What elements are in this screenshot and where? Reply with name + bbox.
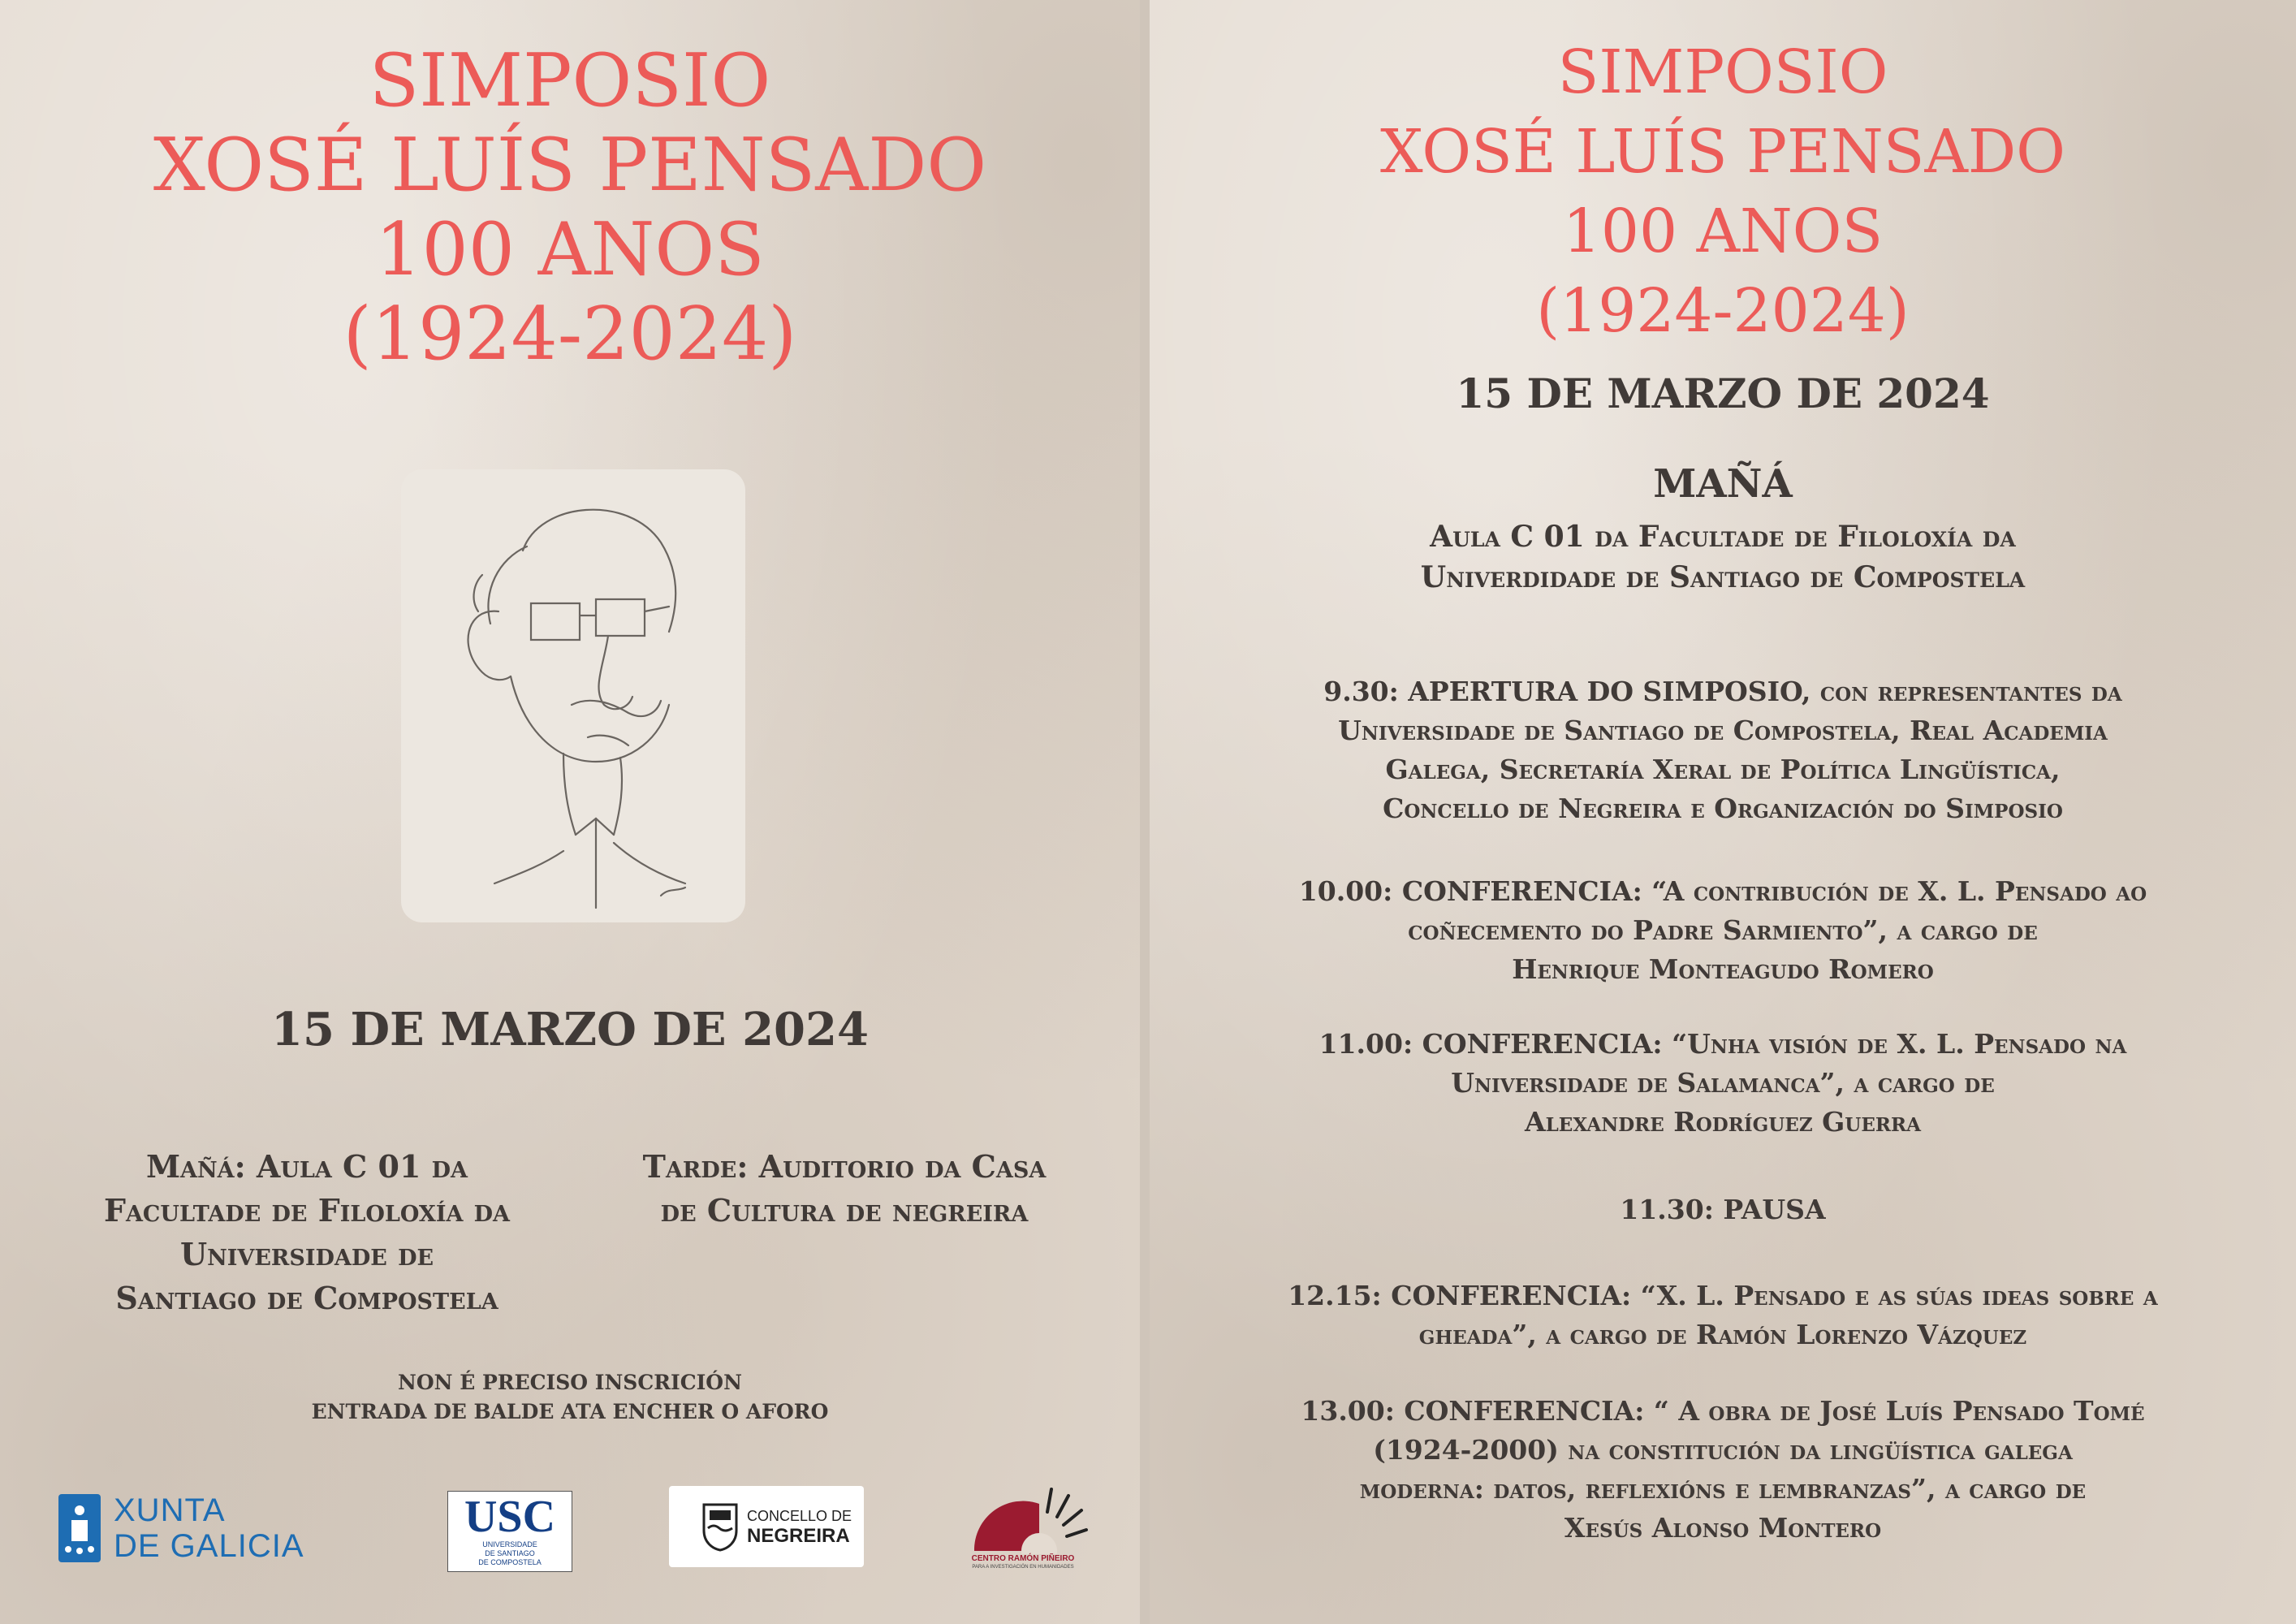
program-item [1150,1392,2296,1548]
program-line: Henrique Monteagudo Romero [1512,953,1934,985]
usc-logo [447,1491,572,1572]
program-line: 11.30: PAUSA [1620,1194,1826,1225]
program-line: moderna: datos, reflexións e lembranzas”, a cargo de [1359,1473,2087,1505]
caricature-portrait [401,469,745,922]
program-item [1150,872,2296,989]
program-line: 13.00: CONFERENCIA: “ A obra de José Luís Pensado Tomé [1301,1395,2145,1427]
session-heading: MAÑÁ [1653,461,1793,507]
program-line: Universidade de Santiago de Compostela, Real Academia [1338,715,2108,746]
crp-text [958,1554,1088,1570]
poster-right [1150,0,2296,1624]
usc-name [448,1540,572,1567]
program-item [1150,672,2296,828]
left-title-line-3: 100 ANOS [375,207,765,292]
program-line: Concello de Negreira e Organización do Simposio [1383,793,2063,824]
afternoon-line-2: de Cultura de negreira [660,1192,1029,1229]
negreira-logo [669,1486,864,1567]
usc-line-2: DE SANTIAGO [485,1549,535,1557]
crp-line-2: PARA A INVESTIGACIÓN EN HUMANIDADES [972,1565,1074,1570]
program-line: Galega, Secretaría Xeral de Política Lingüística, [1385,754,2061,785]
caricature-icon [401,469,745,922]
crp-logo [958,1479,1088,1575]
program-item [1150,1190,2296,1229]
right-title-line-2: XOSÉ LUÍS PENSADO [1380,117,2065,187]
negreira-line-2: NEGREIRA [747,1525,850,1547]
negreira-text [747,1507,852,1548]
right-title [1150,32,2296,351]
program-line: Universidade de Salamanca”, a cargo de [1451,1067,1995,1099]
usc-abbr: USC [464,1492,556,1542]
page-divider [1140,0,1150,1624]
program-line: (1924-2000) na constitución da lingüística galega [1373,1434,2073,1466]
morning-line-2: Facultade de Filoloxía da [103,1192,511,1229]
xunta-logo [57,1491,317,1566]
morning-location [96,1145,518,1320]
poster-left [0,0,1140,1624]
xunta-text [114,1492,304,1564]
afternoon-line-1: Tarde: Auditorio da Casa [642,1148,1047,1185]
usc-line-3: DE COMPOSTELA [478,1558,542,1566]
right-title-line-3: 100 ANOS [1562,197,1884,266]
left-title [0,39,1140,377]
session-location [1150,516,2296,598]
note-line-1: NON É PRECISO INSCRICIÓN [398,1371,742,1394]
program-line: Alexandre Rodríguez Guerra [1525,1106,1921,1138]
morning-line-3: Universidade de [179,1236,434,1272]
left-title-line-1: SIMPOSIO [369,38,771,123]
program-item [1150,1276,2296,1354]
location-line-1: Aula C 01 da Facultade de Filoloxía da [1430,520,2016,554]
left-title-line-4: (1924-2024) [343,292,797,377]
xunta-line-1: XUNTA [114,1492,226,1528]
left-date: 15 DE MARZO DE 2024 [271,1003,869,1056]
program-line: 10.00: CONFERENCIA: “A contribución de X. L. Pensado ao [1298,875,2147,907]
afternoon-location [617,1145,1072,1233]
registration-notes [0,1368,1140,1427]
note-line-2: ENTRADA DE BALDE ATA ENCHER O AFORO [311,1400,829,1423]
right-date: 15 DE MARZO DE 2024 [1456,369,1990,417]
program-line: 9.30: APERTURA DO SIMPOSIO, con representantes da [1323,676,2122,707]
negreira-line-1: CONCELLO DE [747,1508,852,1524]
crp-line-1: CENTRO RAMÓN PIÑEIRO [971,1554,1075,1563]
crp-sun-icon [958,1479,1088,1554]
program-line: coñecemento do Padre Sarmiento”, a cargo de [1408,914,2038,946]
morning-line-1: Mañá: Aula C 01 da [145,1148,468,1185]
right-title-line-1: SIMPOSIO [1557,37,1888,107]
location-line-2: Univerdidade de Santiago de Compostela [1420,560,2026,594]
negreira-shield-icon [701,1502,739,1553]
program-line: gheada”, a cargo de Ramón Lorenzo Vázquez [1418,1319,2027,1350]
xunta-line-2: DE GALICIA [114,1528,304,1564]
morning-line-4: Santiago de Compostela [115,1280,498,1316]
program-line: 11.00: CONFERENCIA: “Unha visión de X. L. Pensado na [1318,1028,2127,1060]
program-line: 12.15: CONFERENCIA: “X. L. Pensado e as súas ideas sobre a [1288,1280,2158,1311]
right-title-line-4: (1924-2024) [1536,276,1910,346]
left-title-line-2: XOSÉ LUÍS PENSADO [153,123,987,208]
usc-line-1: UNIVERSIDADE [482,1540,537,1548]
program-line: Xesús Alonso Montero [1564,1512,1882,1544]
xunta-shield-icon [57,1492,102,1564]
program-item [1150,1025,2296,1142]
